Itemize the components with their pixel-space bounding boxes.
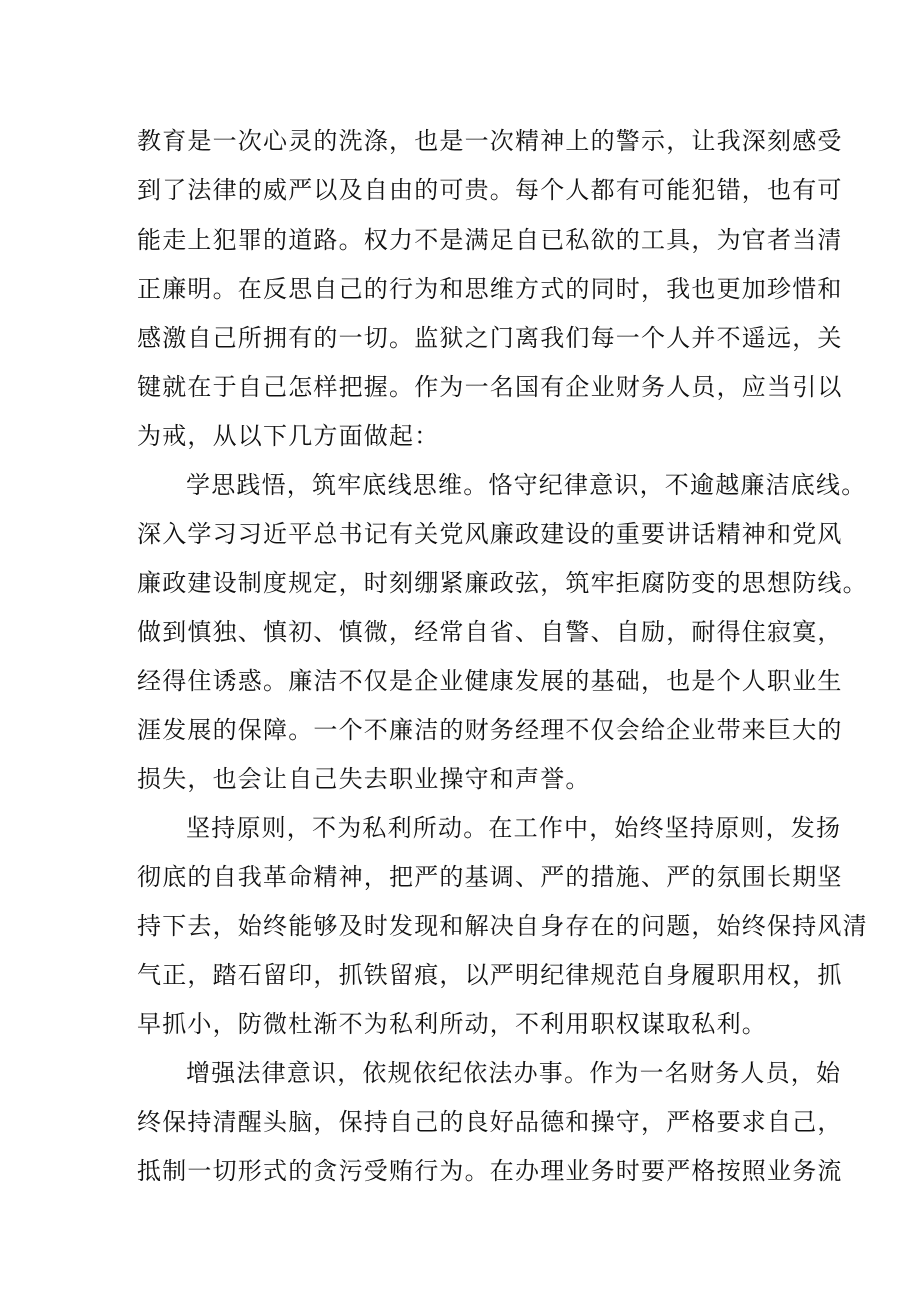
paragraph-heading-line: 学思践悟，筑牢底线思维。恪守纪律意识，不逾越廉洁底线。 [186, 471, 867, 499]
text-line: 为戒，从以下几方面做起： [137, 422, 440, 450]
text-line: 键就在于自己怎样把握。作为一名国有企业财务人员，应当引以 [137, 373, 843, 401]
paragraph-heading-line: 坚持原则，不为私利所动。在工作中，始终坚持原则，发扬 [186, 814, 842, 842]
text-line: 正廉明。在反思自己的行为和思维方式的同时，我也更加珍惜和 [137, 275, 843, 303]
text-line: 廉政建设制度规定，时刻绷紧廉政弦，筑牢拒腐防变的思想防线。 [137, 569, 868, 597]
text-line: 持下去，始终能够及时发现和解决自身存在的问题，始终保持风清 [137, 912, 868, 940]
text-line: 教育是一次心灵的洗涤，也是一次精神上的警示，让我深刻感受 [137, 127, 843, 155]
paragraph-heading-line: 增强法律意识，依规依纪依法办事。作为一名财务人员，始 [186, 1059, 842, 1087]
text-line: 涯发展的保障。一个不廉洁的财务经理不仅会给企业带来巨大的 [137, 716, 843, 744]
text-line: 早抓小，防微杜渐不为私利所动，不利用职权谋取私利。 [137, 1010, 767, 1038]
text-line: 终保持清醒头脑，保持自己的良好品德和操守，严格要求自己， [137, 1108, 843, 1136]
text-line: 到了法律的威严以及自由的可贵。每个人都有可能犯错，也有可 [137, 176, 843, 204]
text-line: 气正，踏石留印，抓铁留痕，以严明纪律规范自身履职用权，抓 [137, 961, 843, 989]
text-line: 能走上犯罪的道路。权力不是满足自已私欲的工具，为官者当清 [137, 226, 843, 254]
text-line: 感激自己所拥有的一切。监狱之门离我们每一个人并不遥远，关 [137, 324, 843, 352]
text-line: 彻底的自我革命精神，把严的基调、严的措施、严的氛围长期坚 [137, 863, 843, 891]
text-line: 抵制一切形式的贪污受贿行为。在办理业务时要严格按照业务流 [137, 1157, 843, 1185]
text-line: 深入学习习近平总书记有关党风廉政建设的重要讲话精神和党风 [137, 520, 843, 548]
text-line: 做到慎独、慎初、慎微，经常自省、自警、自励，耐得住寂寞， [137, 618, 843, 646]
text-line: 经得住诱惑。廉洁不仅是企业健康发展的基础，也是个人职业生 [137, 667, 843, 695]
text-line: 损失，也会让自己失去职业操守和声誉。 [137, 765, 591, 793]
